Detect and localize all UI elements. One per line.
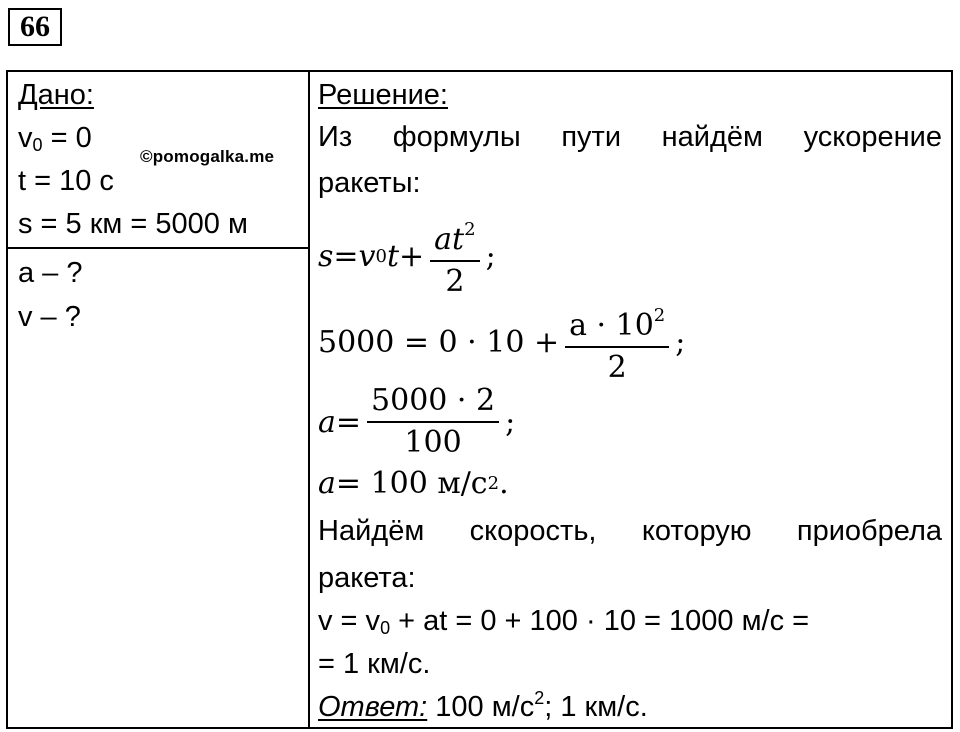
given-t: t = 10 с	[18, 165, 114, 197]
solution-intro-line2: ракеты:	[318, 167, 421, 199]
speed-line2: ракета:	[318, 562, 416, 594]
find-v: v – ?	[18, 301, 81, 333]
find-a: a – ?	[18, 257, 83, 289]
solution-intro-line1: Из формулы пути найдём ускорение	[318, 121, 942, 153]
answer-label: Ответ:	[318, 691, 428, 723]
formula-acceleration: a = $\frac{5000 \cdot 2}{100}$ ;	[318, 383, 516, 460]
speed-calc-result: = 1 км/с.	[318, 648, 431, 680]
problem-number: 66	[8, 8, 62, 46]
given-heading: Дано:	[18, 79, 94, 111]
speed-calc: $v = v_0$ + at = 0 + 100 · 10 = 1000 м/с =	[318, 605, 810, 638]
solution-heading: Решение:	[318, 79, 448, 111]
column-divider	[308, 72, 310, 727]
formula-substitution: 5000 = 0 · 10 + $\frac{a \cdot 10^2}{2}$ ;	[318, 298, 685, 386]
formula-path: s = v 0 t + $\frac{at^2}{2}$ ;	[318, 212, 496, 300]
answer: Ответ: 100 $м/с^2$; 1 км/с.	[318, 688, 648, 723]
formula-acceleration-result: a = 100 м/с 2 .	[318, 466, 509, 501]
given-divider	[8, 247, 309, 249]
given-s: s = 5 км = 5000 м	[18, 208, 248, 240]
watermark: ©pomogalka.me	[140, 147, 275, 166]
given-v0: $v_0 = 0$	[18, 122, 92, 155]
speed-line1: Найдём скорость, которую приобрела	[318, 515, 942, 547]
